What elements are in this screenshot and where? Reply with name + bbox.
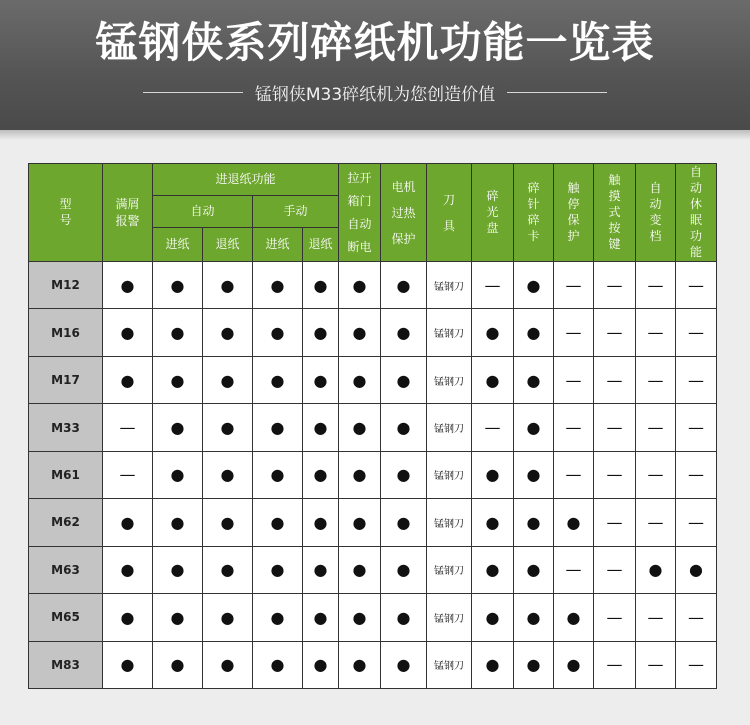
cell-auto-in: ● [153, 594, 203, 641]
cell-auto-shift: — [636, 309, 676, 356]
cell-model: M62 [29, 499, 103, 546]
cell-auto-out: ● [203, 499, 253, 546]
cell-auto-sleep: — [676, 499, 717, 546]
header-touch-protect: 触停保护 [554, 164, 594, 262]
cell-auto-in: ● [153, 641, 203, 689]
cell-auto-shift: — [636, 499, 676, 546]
cell-touch-key: — [594, 262, 636, 309]
cell-model: M12 [29, 262, 103, 309]
cell-door-cut: ● [339, 262, 381, 309]
cell-overheat: ● [381, 594, 427, 641]
cell-touch-key: — [594, 404, 636, 451]
title-banner [0, 0, 750, 130]
cell-manual-in: ● [253, 451, 303, 498]
cell-touch-protect: ● [554, 594, 594, 641]
table-body [29, 262, 717, 689]
table-row [29, 262, 717, 309]
cell-manual-out: ● [303, 594, 339, 641]
cell-pin-card: ● [514, 499, 554, 546]
cell-full-alarm: ● [103, 546, 153, 593]
cell-auto-shift: — [636, 594, 676, 641]
cell-model: M33 [29, 404, 103, 451]
cell-blade: 锰钢刀 [427, 546, 472, 593]
cell-auto-out: ● [203, 309, 253, 356]
cell-auto-sleep: — [676, 262, 717, 309]
cell-full-alarm: ● [103, 499, 153, 546]
cell-auto-sleep: ● [676, 546, 717, 593]
cell-manual-in: ● [253, 546, 303, 593]
cell-manual-out: ● [303, 499, 339, 546]
cell-manual-out: ● [303, 451, 339, 498]
cell-blade: 锰钢刀 [427, 499, 472, 546]
cell-cd: — [472, 404, 514, 451]
header-manual: 手动 [253, 196, 339, 228]
cell-overheat: ● [381, 262, 427, 309]
cell-model: M17 [29, 356, 103, 403]
header-full-alarm: 满屑报警 [103, 164, 153, 262]
cell-touch-key: — [594, 594, 636, 641]
cell-model: M63 [29, 546, 103, 593]
cell-auto-shift: ● [636, 546, 676, 593]
cell-model: M83 [29, 641, 103, 689]
table-row [29, 451, 717, 498]
header-overheat: 电机过热保护 [381, 164, 427, 262]
cell-model: M65 [29, 594, 103, 641]
cell-full-alarm: — [103, 451, 153, 498]
cell-touch-key: — [594, 546, 636, 593]
cell-manual-in: ● [253, 404, 303, 451]
cell-auto-sleep: — [676, 451, 717, 498]
cell-cd: ● [472, 309, 514, 356]
header-manual-out: 退纸 [303, 228, 339, 262]
cell-door-cut: ● [339, 641, 381, 689]
cell-pin-card: ● [514, 262, 554, 309]
subtitle-divider-right [507, 92, 607, 93]
header-auto: 自动 [153, 196, 253, 228]
cell-blade: 锰钢刀 [427, 451, 472, 498]
cell-pin-card: ● [514, 356, 554, 403]
cell-manual-out: ● [303, 356, 339, 403]
header-auto-shift: 自动变档 [636, 164, 676, 262]
cell-auto-in: ● [153, 451, 203, 498]
cell-manual-in: ● [253, 262, 303, 309]
table-row [29, 641, 717, 689]
cell-auto-out: ● [203, 546, 253, 593]
table-row [29, 499, 717, 546]
cell-full-alarm: ● [103, 594, 153, 641]
header-blade: 刀具 [427, 164, 472, 262]
header-model: 型号 [29, 164, 103, 262]
table-row [29, 546, 717, 593]
cell-pin-card: ● [514, 309, 554, 356]
cell-cd: ● [472, 546, 514, 593]
table-row [29, 356, 717, 403]
cell-auto-shift: — [636, 262, 676, 309]
cell-auto-sleep: — [676, 356, 717, 403]
cell-overheat: ● [381, 404, 427, 451]
cell-auto-sleep: — [676, 594, 717, 641]
cell-overheat: ● [381, 356, 427, 403]
cell-auto-shift: — [636, 404, 676, 451]
cell-manual-out: ● [303, 404, 339, 451]
cell-auto-sleep: — [676, 309, 717, 356]
feature-table [28, 163, 717, 689]
cell-touch-protect: — [554, 262, 594, 309]
cell-overheat: ● [381, 499, 427, 546]
cell-touch-key: — [594, 451, 636, 498]
cell-blade: 锰钢刀 [427, 309, 472, 356]
header-cd: 碎光盘 [472, 164, 514, 262]
cell-manual-out: ● [303, 641, 339, 689]
cell-model: M61 [29, 451, 103, 498]
cell-overheat: ● [381, 546, 427, 593]
cell-manual-in: ● [253, 499, 303, 546]
page-subtitle: 锰钢侠M33碎纸机为您创造价值 [254, 84, 496, 105]
cell-touch-protect: — [554, 451, 594, 498]
subtitle-row [0, 80, 750, 104]
cell-cd: ● [472, 641, 514, 689]
header-manual-in: 进纸 [253, 228, 303, 262]
cell-auto-out: ● [203, 404, 253, 451]
cell-cd: — [472, 262, 514, 309]
cell-door-cut: ● [339, 546, 381, 593]
cell-auto-out: ● [203, 641, 253, 689]
cell-full-alarm: ● [103, 641, 153, 689]
cell-blade: 锰钢刀 [427, 404, 472, 451]
cell-auto-out: ● [203, 451, 253, 498]
cell-auto-in: ● [153, 499, 203, 546]
cell-auto-out: ● [203, 356, 253, 403]
cell-manual-out: ● [303, 262, 339, 309]
cell-auto-in: ● [153, 546, 203, 593]
cell-touch-protect: — [554, 546, 594, 593]
cell-touch-key: — [594, 356, 636, 403]
cell-auto-shift: — [636, 641, 676, 689]
cell-touch-protect: ● [554, 499, 594, 546]
cell-pin-card: ● [514, 641, 554, 689]
cell-overheat: ● [381, 451, 427, 498]
cell-cd: ● [472, 499, 514, 546]
cell-auto-out: ● [203, 594, 253, 641]
subtitle-divider-left [143, 92, 243, 93]
header-auto-sleep: 自动休眠功能 [676, 164, 717, 262]
cell-manual-in: ● [253, 309, 303, 356]
cell-pin-card: ● [514, 404, 554, 451]
cell-manual-in: ● [253, 356, 303, 403]
cell-overheat: ● [381, 309, 427, 356]
header-door-cut: 拉开箱门自动断电 [339, 164, 381, 262]
cell-auto-sleep: — [676, 404, 717, 451]
cell-manual-out: ● [303, 309, 339, 356]
cell-auto-in: ● [153, 262, 203, 309]
header-auto-out: 退纸 [203, 228, 253, 262]
cell-pin-card: ● [514, 546, 554, 593]
cell-door-cut: ● [339, 499, 381, 546]
cell-touch-protect: — [554, 356, 594, 403]
cell-overheat: ● [381, 641, 427, 689]
cell-auto-out: ● [203, 262, 253, 309]
cell-touch-protect: — [554, 309, 594, 356]
header-pin-card: 碎针碎卡 [514, 164, 554, 262]
table-row [29, 594, 717, 641]
cell-blade: 锰钢刀 [427, 262, 472, 309]
cell-blade: 锰钢刀 [427, 594, 472, 641]
cell-blade: 锰钢刀 [427, 356, 472, 403]
cell-door-cut: ● [339, 404, 381, 451]
cell-full-alarm: ● [103, 262, 153, 309]
table-row [29, 309, 717, 356]
cell-touch-protect: — [554, 404, 594, 451]
cell-cd: ● [472, 356, 514, 403]
cell-full-alarm: ● [103, 356, 153, 403]
cell-manual-in: ● [253, 594, 303, 641]
cell-touch-key: — [594, 499, 636, 546]
table-row [29, 404, 717, 451]
cell-manual-out: ● [303, 546, 339, 593]
page-title: 锰钢侠系列碎纸机功能一览表 [95, 18, 655, 67]
cell-door-cut: ● [339, 594, 381, 641]
cell-auto-in: ● [153, 404, 203, 451]
cell-model: M16 [29, 309, 103, 356]
cell-full-alarm: — [103, 404, 153, 451]
cell-auto-sleep: — [676, 641, 717, 689]
table-header [29, 164, 717, 262]
cell-auto-shift: — [636, 356, 676, 403]
cell-full-alarm: ● [103, 309, 153, 356]
cell-manual-in: ● [253, 641, 303, 689]
cell-pin-card: ● [514, 451, 554, 498]
cell-touch-protect: ● [554, 641, 594, 689]
cell-touch-key: — [594, 641, 636, 689]
cell-pin-card: ● [514, 594, 554, 641]
cell-blade: 锰钢刀 [427, 641, 472, 689]
header-feed-group: 进退纸功能 [153, 164, 339, 196]
cell-auto-in: ● [153, 356, 203, 403]
cell-door-cut: ● [339, 356, 381, 403]
cell-cd: ● [472, 451, 514, 498]
cell-cd: ● [472, 594, 514, 641]
cell-door-cut: ● [339, 309, 381, 356]
header-touch-key: 触摸式按键 [594, 164, 636, 262]
cell-touch-key: — [594, 309, 636, 356]
cell-auto-shift: — [636, 451, 676, 498]
banner-shadow [0, 130, 750, 140]
cell-door-cut: ● [339, 451, 381, 498]
cell-auto-in: ● [153, 309, 203, 356]
header-auto-in: 进纸 [153, 228, 203, 262]
